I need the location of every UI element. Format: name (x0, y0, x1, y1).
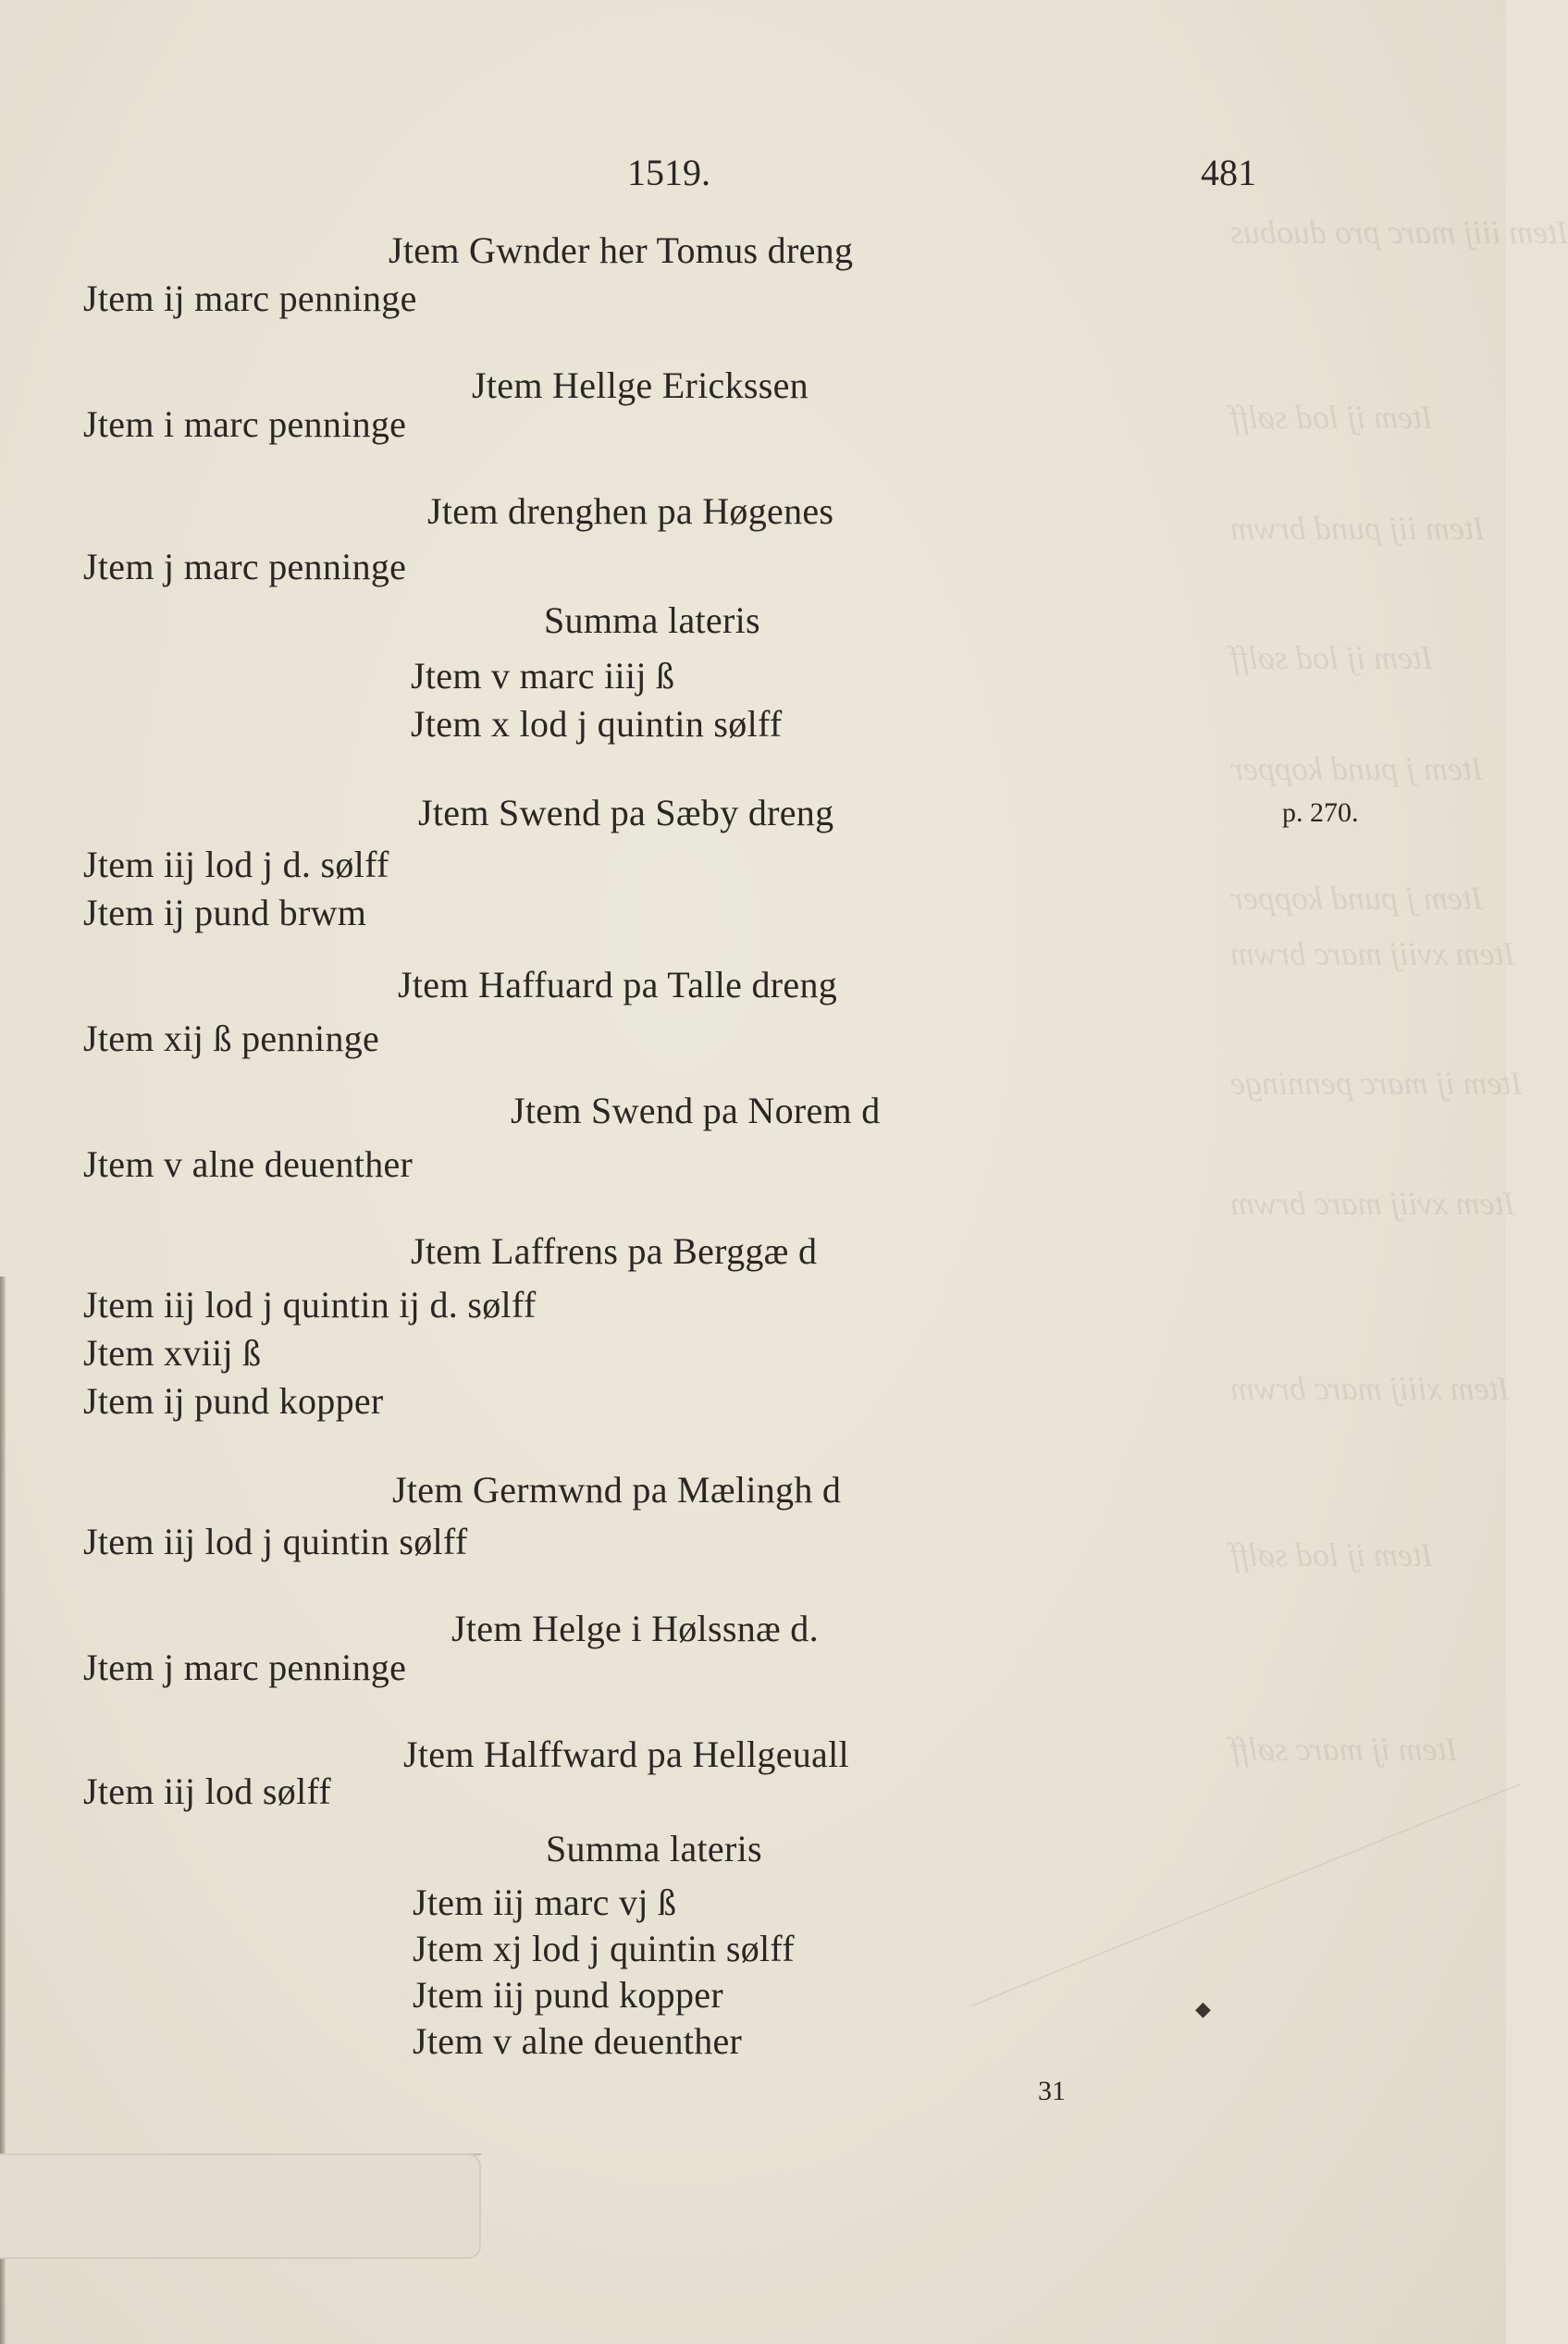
entry-line: Jtem iij lod j quintin ij d. sølff (83, 1284, 537, 1326)
entry-line: Jtem Halffward pa Hellgeuall (403, 1733, 849, 1775)
entry-line: Jtem iij lod j d. sølff (83, 844, 389, 885)
entry-line: Jtem iij marc vj ß (413, 1881, 677, 1923)
entry-line: Jtem Laffrens pa Berggæ d (411, 1230, 818, 1272)
entry-line: Jtem x lod j quintin sølff (411, 703, 783, 745)
entry-line: Jtem Germwnd pa Mælingh d (392, 1469, 842, 1511)
entry-line: Jtem j marc penninge (83, 546, 407, 587)
entry-line: Jtem xj lod j quintin sølff (413, 1928, 795, 1969)
entry-line: Jtem Swend pa Norem d (511, 1090, 881, 1131)
entry-line: Jtem drenghen pa Høgenes (427, 490, 834, 532)
entry-line: Jtem iij pund kopper (413, 1974, 723, 2016)
entry-line: Jtem Gwnder her Tomus dreng (389, 229, 854, 271)
entry-line: Jtem Swend pa Sæby dreng (418, 792, 834, 833)
entry-line: Jtem i marc penninge (83, 403, 407, 445)
entry-line: Jtem v alne deuenther (83, 1143, 414, 1185)
entry-line: Jtem Haffuard pa Talle dreng (398, 964, 838, 1005)
summa-heading: Summa lateris (544, 599, 760, 641)
entry-line: Jtem ij marc penninge (83, 278, 417, 319)
entry-line: Jtem Hellge Erickssen (472, 364, 809, 406)
entry-line: Jtem v alne deuenther (413, 2020, 743, 2062)
entry-line: Jtem ij pund kopper (83, 1380, 384, 1422)
entry-line: Jtem v marc iiij ß (411, 655, 675, 697)
paper-crease (971, 1783, 1521, 2006)
entry-line: Jtem ij pund brwm (83, 892, 367, 933)
signature-mark: 31 (1038, 2076, 1066, 2106)
summa-heading: Summa lateris (546, 1828, 762, 1869)
ink-speck: ◆ (1195, 1998, 1211, 2021)
entry-line: Jtem xviij ß (83, 1332, 262, 1374)
entry-line: Jtem j marc penninge (83, 1647, 407, 1688)
entry-line: Jtem xij ß penninge (83, 1018, 380, 1059)
page-fold-tab (0, 2153, 481, 2259)
header-page-number: 481 (1201, 152, 1256, 193)
entry-line: Jtem iij lod j quintin sølff (83, 1521, 468, 1562)
margin-note: p. 270. (1282, 797, 1359, 828)
header-year: 1519. (627, 152, 710, 193)
entry-line: Jtem iij lod sølff (83, 1770, 331, 1812)
entry-line: Jtem Helge i Hølssnæ d. (451, 1608, 819, 1649)
show-through-text: Item iiij marc pro duobus Item ij lod sølff Item iij pund brwm Item ij lod sølff Item j pund kopper Item j pund kopper Item xviij marc brwm Item ij marc penninge Item xviij marc brwm Item xiiij marc brwm Item ij lod sølff Item ij marc sølff (1230, 214, 1568, 1768)
